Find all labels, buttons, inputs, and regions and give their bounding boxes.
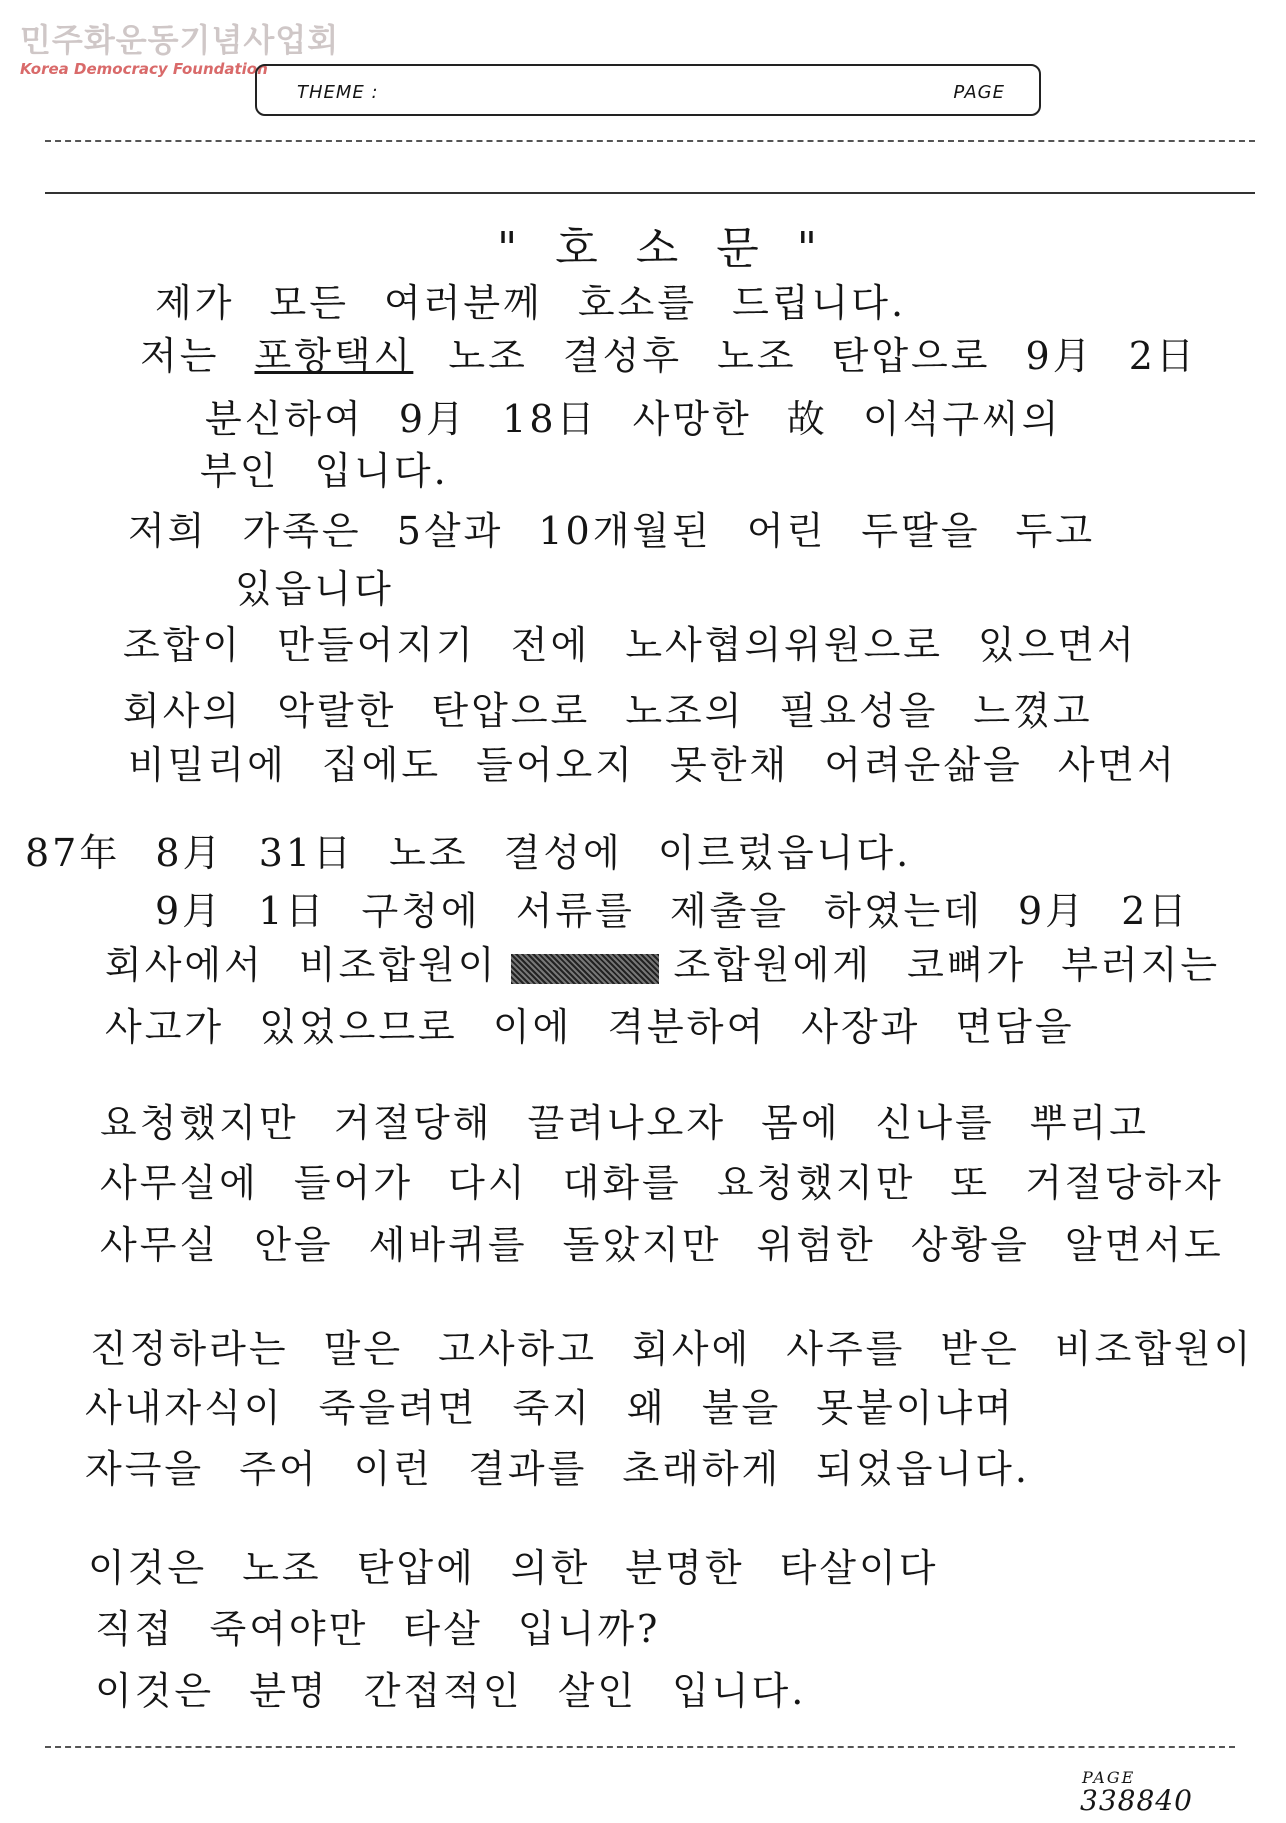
theme-label: THEME : <box>297 82 379 103</box>
top-rule <box>45 140 1255 142</box>
body-line-3: 분신하여 9月 18日 사망한 故 이석구씨의 <box>205 397 1062 441</box>
body-line-18: 사내자식이 죽을려면 죽지 왜 불을 못붙이냐며 <box>85 1386 1015 1430</box>
body-line-2 <box>140 333 1197 379</box>
body-line-14: 요청했지만 거절당해 끌려나오자 몸에 신나를 뿌리고 <box>100 1101 1149 1145</box>
body-line-15: 사무실에 들어가 다시 대화를 요청했지만 또 거절당하자 <box>100 1161 1224 1205</box>
document-title: " 호 소 문 " <box>497 223 829 274</box>
body-line-5: 저희 가족은 5살과 10개월된 어린 두딸을 두고 <box>128 509 1096 553</box>
bottom-rule <box>45 1746 1235 1748</box>
body-line-12-end: 조합원에게 코뼈가 부러지는 <box>673 943 1221 987</box>
body-line-10: 87年 8月 31日 노조 결성에 이르렀읍니다. <box>25 831 912 875</box>
footer-page-number: 338840 <box>1080 1784 1193 1817</box>
body-line-12 <box>105 942 1220 988</box>
body-line-12-start: 회사에서 비조합원이 <box>105 943 498 987</box>
body-line-16: 사무실 안을 세바퀴를 돌았지만 위험한 상황을 알면서도 <box>100 1223 1224 1267</box>
body-line-2-end: 노조 결성후 노조 탄압으로 9月 2日 <box>413 334 1197 378</box>
body-line-21: 직접 죽여야만 타살 입니까? <box>95 1607 661 1651</box>
body-line-7: 조합이 만들어지기 전에 노사협의위원으로 있으면서 <box>123 623 1137 667</box>
page-label: PAGE <box>953 82 1005 103</box>
body-line-20: 이것은 노조 탄압에 의한 분명한 타살이다 <box>88 1546 939 1590</box>
body-line-17: 진정하라는 말은 고사하고 회사에 사주를 받은 비조합원이 <box>90 1327 1254 1371</box>
body-line-13: 사고가 있었으므로 이에 격분하여 사장과 면담을 <box>105 1005 1075 1049</box>
watermark-korean: 민주화운동기념사업회 <box>20 21 340 59</box>
redacted-block <box>511 954 659 984</box>
footer-page-label: PAGE <box>1082 1768 1136 1787</box>
theme-header-box <box>255 64 1041 116</box>
body-line-2-start: 저는 <box>140 334 255 378</box>
body-line-8: 회사의 악랄한 탄압으로 노조의 필요성을 느꼈고 <box>123 689 1093 733</box>
watermark-english: Korea Democracy Foundation <box>20 60 268 78</box>
body-line-11: 9月 1日 구청에 서류를 제출을 하였는데 9月 2日 <box>155 889 1190 933</box>
body-line-22: 이것은 분명 간접적인 살인 입니다. <box>95 1669 807 1713</box>
body-line-9: 비밀리에 집에도 들어오지 못한채 어려운삶을 사면서 <box>128 743 1177 787</box>
body-line-1: 제가 모든 여러분께 호소를 드립니다. <box>155 281 907 325</box>
title-rule <box>45 192 1255 194</box>
body-line-6: 있읍니다 <box>235 567 394 611</box>
body-line-19: 자극을 주어 이런 결과를 초래하게 되었읍니다. <box>85 1447 1030 1491</box>
body-line-4: 부인 입니다. <box>200 449 449 493</box>
company-name: 포항택시 <box>254 334 414 378</box>
